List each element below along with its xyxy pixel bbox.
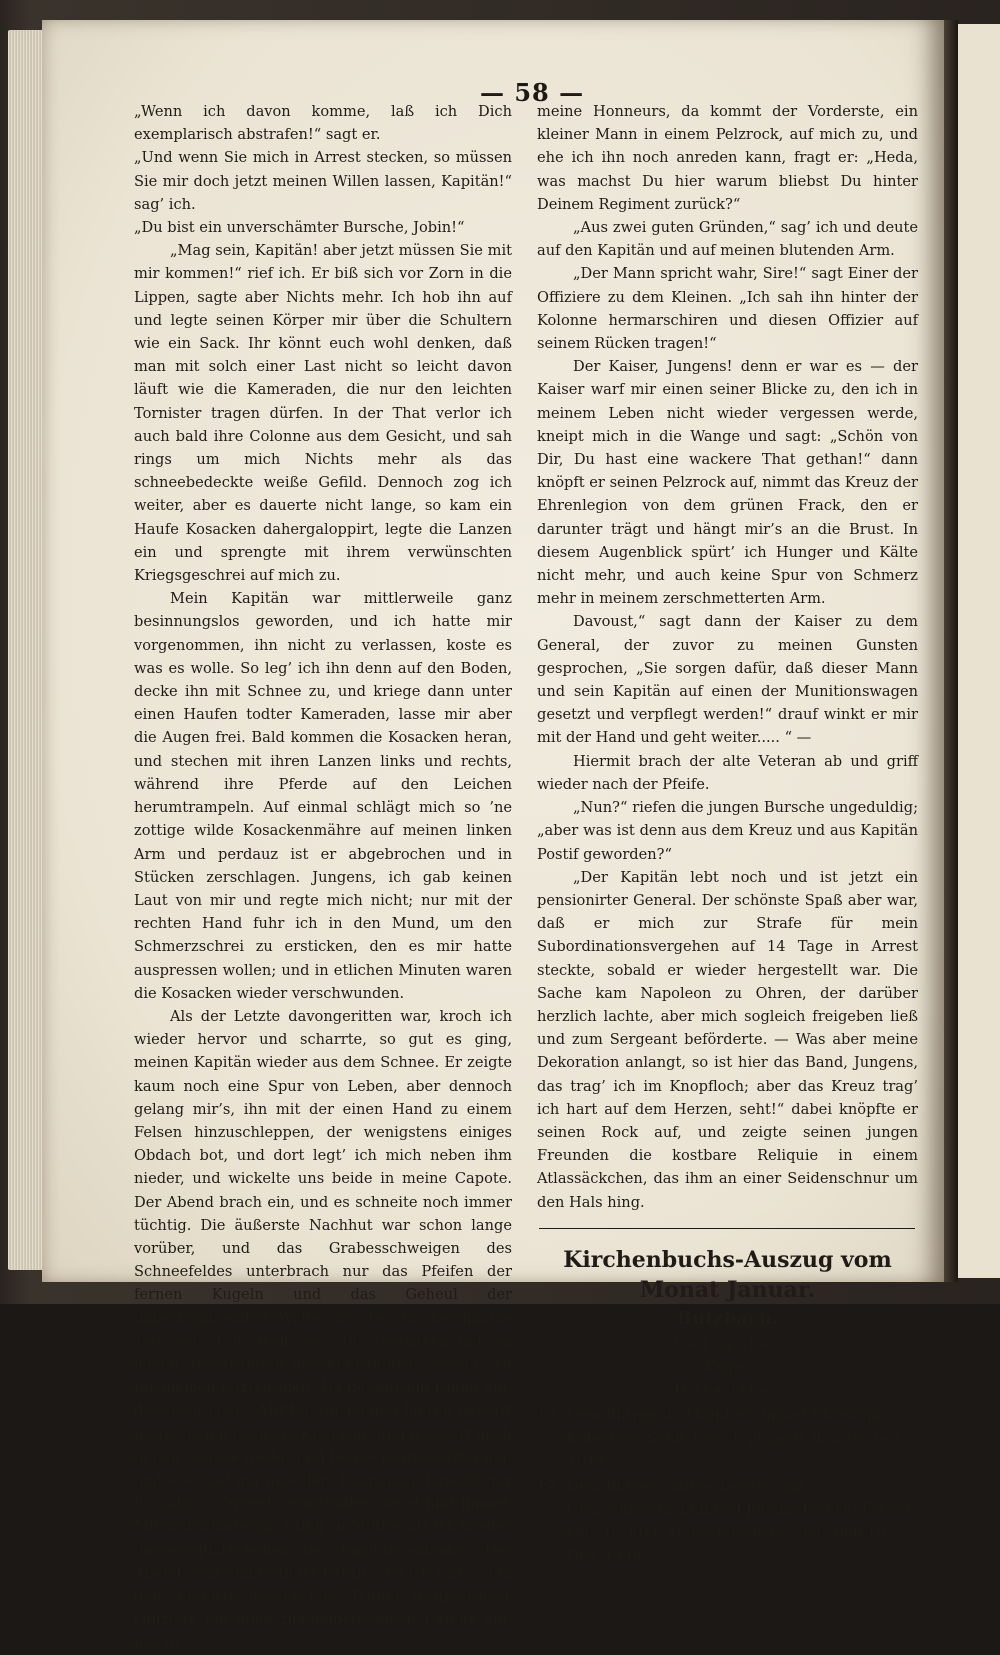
- registry-entry: [537, 1475, 918, 1567]
- paragraph: Mein Kapitän war mittlerweile ganz besinnungslos geworden, und ich hatte mir vorgenommen, ihn nicht zu verlassen, koste es was es wolle. So leg’ ich ihn denn auf den Boden, decke ihn mit Schnee zu, und kriege dann unter einen Haufen todter Kameraden, lasse mir aber die Augen frei. Bald kommen die Kosacken heran, und stechen mit ihren Lanzen links und rechts, während ihre Pferde auf den Leichen herumtrampeln. Auf einmal schlägt mich so ’ne zottige wilde Kosackenmähre auf meinen linken Arm und perdauz ist er abgebrochen und in Stücken zerschlagen. Jungens, ich gab keinen Laut von mir und regte mich nicht; nur mit der rechten Hand fuhr ich in den Mund, um den Schmerzschrei zu ersticken, den es mir hatte auspressen wollen; und in etlichen Minuten waren die Kosacken wieder verschwunden.: [134, 590, 512, 1002]
- paragraph: „Aus zwei guten Gründen,“ sag’ ich und deute auf den Kapitän und auf meinen blutenden Arm.: [537, 219, 918, 260]
- paragraph: „Der Kapitän lebt noch und ist jetzt ein pensionirter General. Der schönste Spaß aber war, daß er mich zur Strafe für mein Subordinationsvergehen auf 14 Tage in Arrest steckte, sobald er wieder hergestellt war. Die Sache kam Napoleon zu Ohren, der darüber herzlich lachte, aber mich sogleich freigeben ließ und zum Sergeant beförderte. — Was aber meine Dekoration anlangt, so ist hier das Band, Jungens, das trag’ ich im Knopfloch; aber das Kreuz trag’ ich hart auf dem Herzen, seht!“ dabei knöpfte er seinen Rock auf, und zeigte seinen jungen Freunden die kostbare Reliquie in einem Atlassäckchen, das ihm an einer Seidenschnur um den Hals hing.: [537, 868, 918, 1211]
- paragraph: Davoust,“ sagt dann der Kaiser zu dem General, der zuvor zu meinen Gunsten gesprochen, „Sie sorgen dafür, daß dieser Mann und sein Kapitän auf einen der Munitionswagen gesetzt und verpflegt werden!“ drauf winkt er mir mit der Hand und geht weiter..... “ —: [537, 613, 918, 747]
- entry-text: Dem Bürger und Kupferschmied Christoph Kobelt ein Sohn, Christoph, geb. den 16. Dez. 1849.: [567, 1407, 906, 1471]
- paragraph: „Mag sein, Kapitän! aber jetzt müssen Sie mit mir kommen!“ rief ich. Er biß sich vor Zorn in die Lippen, sagte aber Nichts mehr. Ich hob ihn auf und legte seinen Körper mir über die Schultern wie ein Sack. Ihr könnt euch wohl denken, daß man mit solch einer Last nicht so leicht davon läuft wie die Kameraden, die nur den leichten Tornister tragen dürfen. In der That verlor ich auch bald ihre Colonne aus dem Gesicht, und sah rings um mich Nichts mehr als das schneebedeckte weiße Gefild. Dennoch zog ich weiter, aber es dauerte nicht lange, so kam ein Haufe Kosacken dahergaloppirt, legte die Lanzen ein und sprengte mit ihrem verwünschten Kriegsgeschrei auf mich zu.: [134, 242, 512, 585]
- paragraph: „Und wenn Sie mich in Arrest stecken, so müssen Sie mir doch jetzt meinen Willen lassen, Kapitän!“ sag’ ich.: [134, 149, 512, 213]
- baptized-label: Getaufte:: [674, 1382, 781, 1400]
- entry-number: 15.: [537, 1407, 561, 1425]
- page-number: — 58 —: [480, 78, 585, 107]
- paragraph: Hiermit brach der alte Veteran ab und griff wieder nach der Pfeife.: [537, 752, 918, 793]
- right-column: [537, 100, 918, 1567]
- married-value: Keine.: [704, 1358, 751, 1376]
- section-divider: [539, 1228, 915, 1229]
- left-column: [134, 100, 512, 1655]
- paragraph: „Der Mann spricht wahr, Sire!“ sagt Einer der Offiziere zu dem Kleinen. „Ich sah ihn hinter der Kolonne hermarschiren und diesen Offizier auf seinem Rücken tragen!“: [537, 265, 918, 353]
- paragraph: Der Kaiser, Jungens! denn er war es — der Kaiser warf mir einen seiner Blicke zu, den ich in meinem Leben nicht wieder vergessen werde, kneipt mich in die Wange und sagt: „Schön von Dir, Du hast eine wackere That gethan!“ dann knöpft er seinen Pelzrock auf, nimmt das Kreuz der Ehrenlegion von dem grünen Frack, den er darunter trägt und hängt mir’s an die Brust. In diesem Augenblick spürt’ ich Hunger und Kälte nicht mehr, und auch keine Spur von Schmerz mehr in meinem zerschmetterten Arm.: [537, 358, 918, 608]
- paragraph: „Nun?“ riefen die jungen Bursche ungeduldig; „aber was ist denn aus dem Kreuz und aus Kapitän Postif geworden?“: [537, 799, 918, 863]
- facing-page-edge: [958, 24, 1000, 1278]
- entry-number: 17.: [537, 1478, 561, 1496]
- paragraph: „Wenn ich davon komme, laß ich Dich exemplarisch abstrafen!“ sagt er.: [134, 103, 512, 144]
- paragraph: „Du bist ein unverschämter Bursche, Jobin!“: [134, 219, 465, 237]
- registry-heading: Kirchenbuchs-Auszug vom Monat Januar.: [563, 1246, 892, 1303]
- registry-entry: [537, 1404, 918, 1473]
- paragraph: Als der Letzte davongeritten war, kroch ich wieder hervor und scharrte, so gut es ging, meinen Kapitän wieder aus dem Schnee. Er zeigte kaum noch eine Spur von Leben, aber dennoch gelang mir’s, ihn mit der einen Hand zu einem Felsen hinzuschleppen, der wenigstens einiges Obdach bot, und dort legt’ ich mich neben ihm nieder, und wickelte uns beide in meine Capote. Der Abend brach ein, und es schneite noch immer tüchtig. Die äußerste Nachhut war schon lange vorüber, und das Grabesschweigen des Schneefeldes unterbrach nur das Pfeifen der fernen Kugeln und das Geheul der näherkommenden Wölfe, welche die Leichname zerrissen. Gott weiß was für Gedanken mir an jenem Abend durch den Kopf gingen, welche ich für meinen letzten hielt. Da fiel mir ein Gebet ein, das mich meine Mutter vor langen Jahren gelehrt hatte, da ich noch ein Kind war, und ich warf mich in den Schnee nieder und betete es inbrünstig her, und — es hat mir geholfen, Jungen! und glaubt mir fürwahr, so ’n recht ernsthaftes Gebet hilft immer. Mir war wunderbar ruhig zu Muthe, als ich wieder meinen Platz neben dem Kapitän einnahm. Der Abend sank immer tiefer heran, und ich war schon ganz erstarrt, als ich eine Truppe französischer Offiziere auf mich zukommen sah. Ich stehe auf, mache: [134, 1007, 512, 1652]
- entry-text: Dem Bürger, Sattlermeister und Gemeinderathsmitglied Johann Ludwig Ferber eine Tochter, Maria Elisabethe geb. den 19. Dez. 1849.: [567, 1478, 912, 1565]
- paragraph: meine Honneurs, da kommt der Vorderste, ein kleiner Mann in einem Pelzrock, auf mich zu, und ehe ich ihn noch anreden kann, fragt er: „Heda, was machst Du hier warum bliebst Du hinter Deinem Regiment zurück?“: [537, 103, 918, 213]
- page-edges: [8, 30, 46, 1270]
- registry-town: Butzbach.: [676, 1307, 779, 1329]
- married-label: Getraute:: [674, 1335, 781, 1353]
- book-gutter: [944, 20, 958, 1282]
